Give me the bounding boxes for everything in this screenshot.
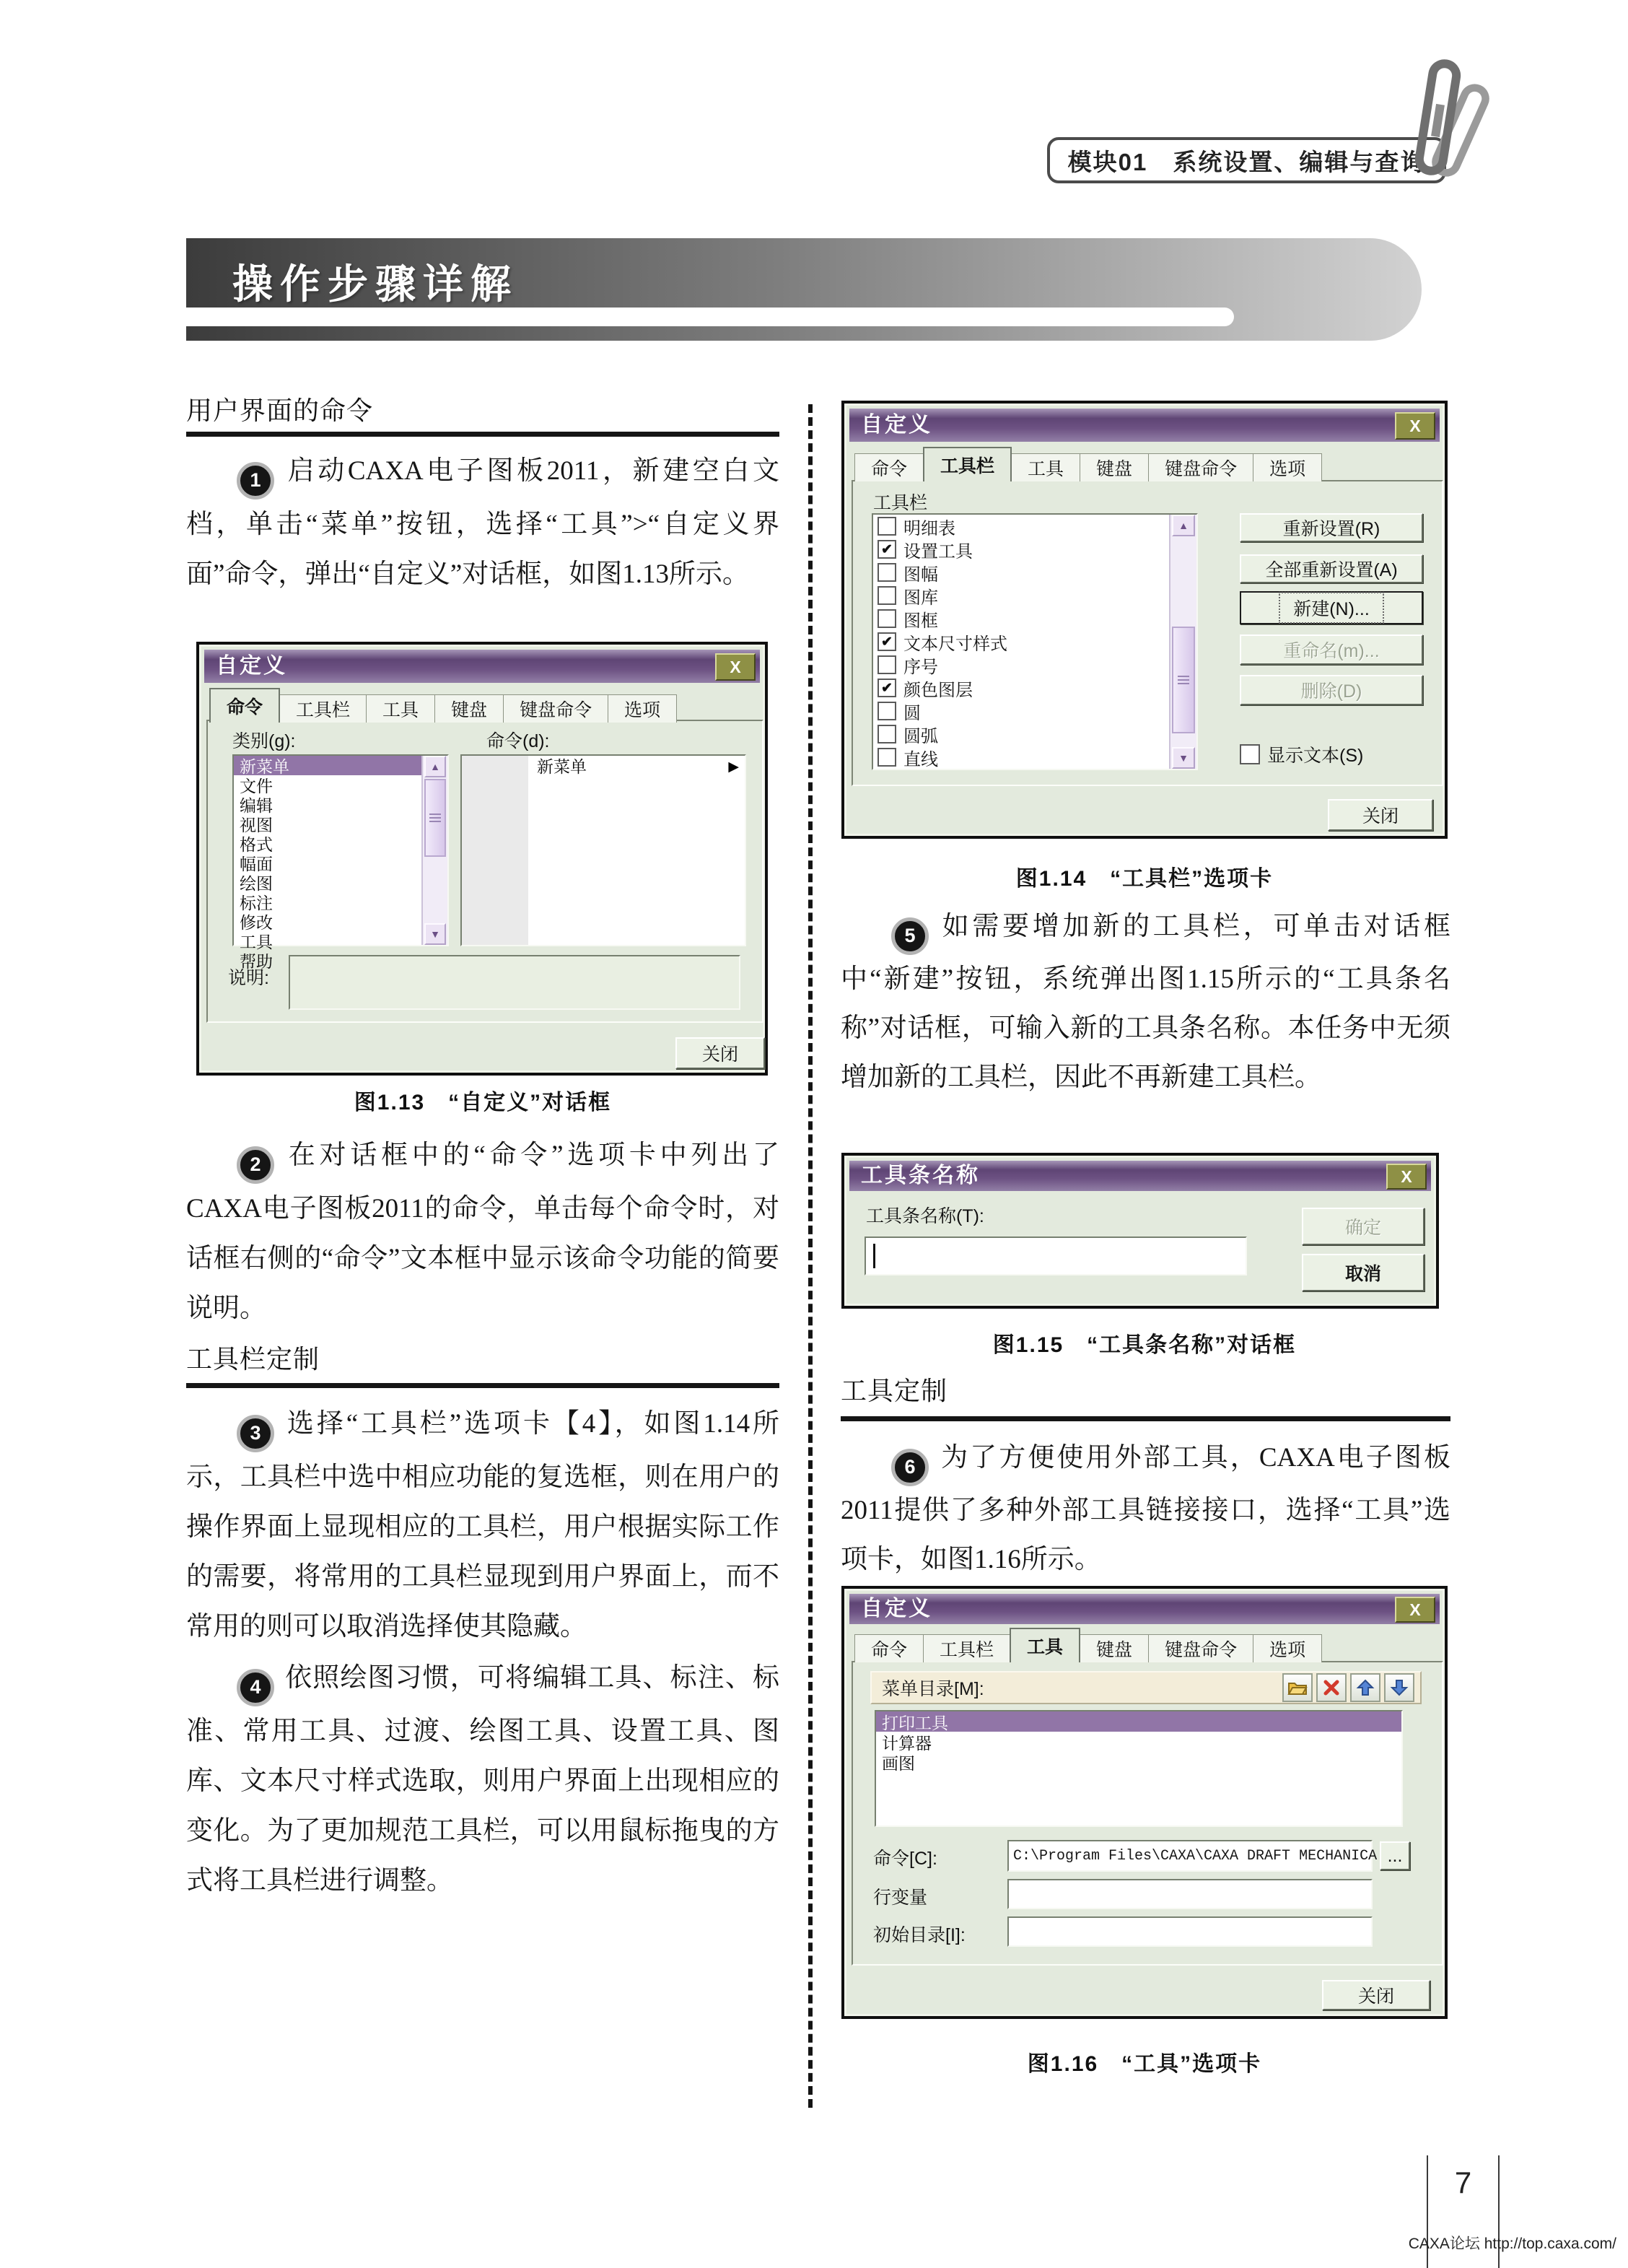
column-divider: [808, 404, 813, 2108]
tab-toolbars[interactable]: 工具栏: [923, 1634, 1010, 1662]
scrollbar-thumb[interactable]: [1172, 627, 1195, 733]
step-1-text: 启动CAXA电子图板2011，新建空白文档，单击“菜单”按钮，选择“工具”>“自定义界面”命令，弹出“自定义”对话框，如图1.13所示。: [186, 456, 779, 589]
toolbar-checklist[interactable]: [872, 513, 1198, 770]
item-label: 颜色图层: [903, 680, 973, 700]
figure-caption-1-14: 图1.14 “工具栏”选项卡: [1015, 867, 1274, 891]
list-item[interactable]: 绘图: [240, 874, 273, 893]
step-1-paragraph: [186, 446, 779, 599]
text-caret: [873, 1244, 875, 1268]
step-5-paragraph: [841, 902, 1450, 1102]
list-item-selected[interactable]: 打印工具: [876, 1711, 1401, 1732]
customize-dialog-commands-tab: [196, 642, 768, 1076]
footer-site-link[interactable]: CAXA论坛 http://top.caxa.com/: [1408, 2236, 1616, 2252]
tab-options[interactable]: 选项: [1253, 1634, 1322, 1662]
item-label: 图幅: [903, 564, 938, 585]
dialog-title: 自定义: [861, 1597, 932, 1621]
step-6-number: 6: [891, 1449, 929, 1486]
step-4-text: 依照绘图习惯，可将编辑工具、标注、标准、常用工具、过渡、绘图工具、设置工具、图库、文本尺寸样式选取，则用户界面上出现相应的变化。为了更加规范工具栏，可以用鼠标拖曳的方式将工具栏进行调整。: [186, 1663, 779, 1896]
item-label: 圆弧: [903, 726, 938, 746]
tab-commands[interactable]: 命令: [209, 688, 280, 723]
checkbox[interactable]: [878, 563, 896, 582]
dialog-title: 自定义: [861, 413, 932, 437]
list-item[interactable]: 格式: [240, 835, 273, 854]
scroll-down-icon[interactable]: ▼: [424, 923, 446, 945]
list-item[interactable]: [873, 584, 1196, 607]
scroll-up-icon[interactable]: ▲: [424, 756, 446, 777]
step-3-paragraph: [186, 1399, 779, 1652]
list-item[interactable]: 幅面: [240, 855, 273, 873]
delete-icon[interactable]: [1316, 1673, 1347, 1702]
command-path-input[interactable]: [1007, 1840, 1378, 1872]
close-button[interactable]: 关闭: [1328, 799, 1433, 831]
close-icon[interactable]: X: [1395, 1597, 1435, 1623]
step-5-number: 5: [891, 917, 929, 955]
list-item[interactable]: [873, 607, 1196, 630]
list-item[interactable]: [873, 746, 1196, 769]
command-path-value: C:\Program Files\CAXA\CAXA DRAFT MECHANICA: [1013, 1847, 1378, 1864]
item-label: 圆: [903, 703, 921, 723]
list-item[interactable]: 编辑: [240, 796, 273, 815]
reset-all-button[interactable]: 全部重新设置(A): [1240, 554, 1423, 583]
toolbar-name-dialog: [841, 1153, 1439, 1309]
list-item[interactable]: 工具: [240, 933, 273, 951]
checkbox-checked[interactable]: ✔: [878, 679, 896, 697]
tab-toolbars[interactable]: 工具栏: [923, 447, 1012, 481]
close-icon[interactable]: X: [715, 653, 756, 681]
list-item-selected[interactable]: 新菜单: [234, 756, 447, 775]
tab-tools[interactable]: 工具: [1010, 1628, 1080, 1662]
item-label: 图框: [903, 611, 938, 631]
step-5-text: 如需要增加新的工具栏，可单击对话框中“新建”按钮，系统弹出图1.15所示的“工具条名称”对话框，可输入新的工具条名称。本任务中无须增加新的工具栏，因此不再新建工具栏。: [841, 912, 1450, 1092]
section-rule: [186, 432, 779, 437]
toolbar-name-input[interactable]: [865, 1237, 1247, 1275]
item-label: 设置工具: [903, 541, 973, 562]
step-1-number: 1: [237, 462, 274, 500]
line-variable-input[interactable]: [1007, 1879, 1373, 1909]
external-tools-listbox[interactable]: [875, 1710, 1403, 1827]
list-item[interactable]: 新菜单: [537, 757, 587, 776]
show-text-label: 显示文本(S): [1267, 746, 1364, 766]
list-item[interactable]: 标注: [240, 894, 273, 912]
list-item[interactable]: 帮助: [240, 952, 273, 971]
vertical-scrollbar[interactable]: [1169, 515, 1196, 769]
new-toolbar-button[interactable]: [1240, 591, 1423, 624]
thumb-grip: [1178, 676, 1189, 685]
cancel-button[interactable]: 取消: [1302, 1254, 1424, 1291]
paperclip-icon: [1389, 61, 1497, 187]
section-rule: [841, 1416, 1450, 1421]
module-header: 模块01 系统设置、编辑与查询: [1047, 137, 1446, 183]
command-label: 命令(d):: [486, 731, 550, 751]
page-number: 7: [1454, 2165, 1472, 2199]
category-label: 类别(g):: [232, 731, 296, 751]
initial-directory-input[interactable]: [1007, 1916, 1373, 1947]
new-folder-icon[interactable]: [1282, 1673, 1313, 1702]
checkbox[interactable]: [878, 609, 896, 628]
dialog-title: 工具条名称: [861, 1164, 980, 1187]
figure-caption-1-15: 图1.15 “工具条名称”对话框: [992, 1333, 1297, 1357]
reset-button[interactable]: 重新设置(R): [1240, 513, 1423, 542]
figure-caption-1-13: 图1.13 “自定义”对话框: [354, 1091, 612, 1115]
list-item[interactable]: 视图: [240, 816, 273, 834]
close-button[interactable]: 关闭: [1322, 1980, 1430, 2010]
step-6-text: 为了方便使用外部工具，CAXA电子图板2011提供了多种外部工具链接接口，选择“工具”选项卡，如图1.16所示。: [841, 1443, 1450, 1574]
new-toolbar-button-label: 新建(N)...: [1279, 592, 1384, 624]
dialog-titlebar[interactable]: [204, 650, 760, 683]
section-title-tool-custom: 工具定制: [841, 1377, 948, 1405]
step-6-paragraph: [841, 1434, 1450, 1584]
list-item[interactable]: 文件: [240, 777, 273, 795]
expand-right-icon[interactable]: ▶: [728, 759, 739, 775]
tab-commands[interactable]: 命令: [854, 1634, 924, 1662]
banner-title: 操作步骤详解: [232, 261, 518, 307]
dialog-title: 自定义: [216, 654, 287, 678]
tab-options[interactable]: 选项: [1253, 453, 1322, 481]
command-listbox[interactable]: [460, 754, 746, 946]
move-down-icon[interactable]: [1384, 1673, 1414, 1702]
list-item[interactable]: [873, 515, 1196, 538]
checkbox[interactable]: [878, 655, 896, 674]
step-2-text: 在对话框中的“命令”选项卡中列出了CAXA电子图板2011的命令，单击每个命令时，对话框右侧的“命令”文本框中显示该命令功能的简要说明。: [186, 1140, 779, 1323]
list-item[interactable]: 画图: [882, 1753, 915, 1773]
list-item[interactable]: 计算器: [882, 1733, 932, 1753]
step-3-text: 选择“工具栏”选项卡【4】，如图1.14所示，工具栏中选中相应功能的复选框，则在用户的操作界面上显现相应的工具栏，用户根据实际工作的需要，将常用的工具栏显现到用户界面上，而不常用的则可以取消选择使其隐藏。: [186, 1409, 779, 1641]
tab-keyboard-commands[interactable]: 键盘命令: [1148, 1634, 1253, 1662]
delete-button[interactable]: 删除(D): [1240, 675, 1423, 705]
step-4-number: 4: [237, 1669, 274, 1706]
dialog-titlebar[interactable]: [849, 1161, 1431, 1191]
category-listbox[interactable]: [232, 754, 449, 971]
tab-tools[interactable]: 工具: [1011, 453, 1080, 481]
tab-tools[interactable]: 工具: [366, 694, 435, 723]
checkbox[interactable]: [878, 748, 896, 767]
tab-toolbars[interactable]: 工具栏: [279, 694, 367, 723]
item-label: 文本尺寸样式: [903, 634, 1007, 654]
tab-keyboard[interactable]: 键盘: [434, 694, 504, 723]
item-label: 图库: [903, 588, 938, 608]
step-2-number: 2: [237, 1146, 274, 1184]
menu-directory-band: [870, 1671, 1422, 1704]
tab-keyboard[interactable]: 键盘: [1080, 453, 1149, 481]
close-icon[interactable]: X: [1386, 1164, 1427, 1190]
section-rule: [186, 1383, 779, 1388]
initial-directory-label: 初始目录[I]:: [873, 1925, 966, 1945]
scroll-down-icon[interactable]: ▼: [1172, 747, 1195, 769]
list-item[interactable]: [873, 676, 1196, 699]
step-3-number: 3: [237, 1415, 274, 1452]
list-item[interactable]: 修改: [240, 913, 273, 932]
figure-caption-1-16: 图1.16 “工具”选项卡: [1027, 2052, 1262, 2076]
customize-dialog-toolbars-tab: [841, 401, 1448, 839]
toolbars-list-label: 工具栏: [873, 493, 928, 513]
description-box: [289, 955, 740, 1010]
customize-dialog-tools-tab: [841, 1586, 1448, 2019]
command-path-label: 命令[C]:: [873, 1849, 937, 1869]
move-up-icon[interactable]: [1350, 1673, 1380, 1702]
list-item[interactable]: [873, 561, 1196, 584]
scrollbar-thumb[interactable]: [424, 779, 446, 857]
close-icon[interactable]: X: [1395, 412, 1435, 440]
description-label: 说明:: [228, 968, 269, 988]
scroll-up-icon[interactable]: ▲: [1172, 515, 1195, 536]
browse-button[interactable]: ...: [1380, 1841, 1410, 1870]
item-label: 明细表: [903, 518, 955, 538]
line-variable-label: 行变量: [873, 1888, 928, 1908]
tab-keyboard-commands[interactable]: 键盘命令: [503, 694, 608, 723]
thumb-grip: [429, 814, 441, 823]
close-button[interactable]: 关闭: [675, 1037, 765, 1069]
checkbox[interactable]: [878, 702, 896, 720]
item-label: 序号: [903, 657, 938, 677]
list-item[interactable]: [873, 723, 1196, 746]
rename-button[interactable]: 重命名(m)...: [1240, 634, 1423, 665]
step-2-paragraph: [186, 1130, 779, 1333]
checkbox-checked[interactable]: ✔: [878, 540, 896, 559]
menu-directory-label: 菜单目录[M]:: [882, 1679, 984, 1699]
show-text-checkbox[interactable]: [1240, 744, 1260, 764]
show-text-option[interactable]: [1240, 741, 1363, 767]
checkbox-checked[interactable]: ✔: [878, 632, 896, 651]
list-item[interactable]: [873, 538, 1196, 561]
section-title-toolbar-custom: 工具栏定制: [186, 1345, 320, 1374]
dialog-titlebar[interactable]: [849, 1594, 1440, 1624]
dialog-titlebar[interactable]: [849, 409, 1440, 442]
step-4-paragraph: [186, 1653, 779, 1906]
checkbox[interactable]: [878, 517, 896, 536]
tab-commands[interactable]: 命令: [854, 453, 924, 481]
tab-options[interactable]: 选项: [608, 694, 677, 723]
list-item[interactable]: [873, 699, 1196, 723]
item-label: 直线: [903, 749, 938, 769]
tab-keyboard-commands[interactable]: 键盘命令: [1148, 453, 1253, 481]
list-item[interactable]: [873, 630, 1196, 653]
checkbox[interactable]: [878, 586, 896, 605]
checkbox[interactable]: [878, 725, 896, 743]
ok-button[interactable]: 确定: [1302, 1208, 1424, 1245]
section-title-ui-commands: 用户界面的命令: [186, 396, 374, 425]
toolbar-name-label: 工具条名称(T):: [866, 1206, 984, 1226]
tab-keyboard[interactable]: 键盘: [1080, 1634, 1149, 1662]
list-item[interactable]: [873, 653, 1196, 676]
vertical-scrollbar[interactable]: [421, 756, 447, 945]
